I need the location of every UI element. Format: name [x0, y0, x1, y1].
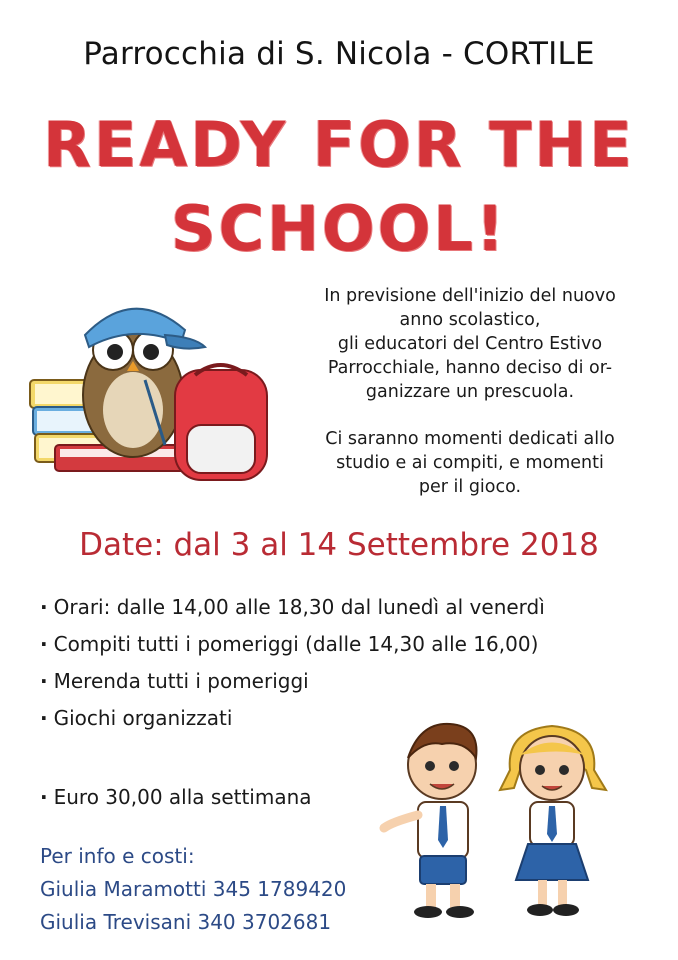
list-item: · Orari: dalle 14,00 alle 18,30 dal lunedì al venerdì: [40, 592, 545, 629]
intro-line: In previsione dell'inizio del nuovo: [324, 286, 616, 306]
intro-paragraph-2: [280, 427, 660, 499]
children-illustration: [380, 710, 630, 925]
contacts-block: [40, 840, 346, 939]
intro-line: gli educatori del Centro Estivo: [337, 334, 603, 354]
intro-line: Parrocchiale, hanno deciso di or-: [327, 358, 613, 378]
list-item: · Compiti tutti i pomeriggi (dalle 14,30 alle 16,00): [40, 629, 545, 666]
intro-line: ganizzare un prescuola.: [365, 382, 575, 402]
intro-line: studio e ai compiti, e momenti: [336, 453, 604, 473]
title-line-1: READY FOR THE: [43, 108, 635, 181]
list-item: · Giochi organizzati: [40, 703, 545, 740]
organization-heading: Parrocchia di S. Nicola - CORTILE: [83, 36, 595, 72]
intro-paragraph-1: [280, 284, 660, 404]
contacts-heading: Per info e costi:: [40, 844, 195, 868]
intro-line: per il gioco.: [418, 477, 522, 497]
list-item: · Merenda tutti i pomeriggi: [40, 666, 545, 703]
intro-line: anno scolastico,: [399, 310, 541, 330]
boy-icon: [384, 724, 476, 918]
dates-heading: Date: dal 3 al 14 Settembre 2018: [79, 527, 599, 563]
contact-person: Giulia Maramotti 345 1789420: [40, 877, 347, 901]
intro-line: Ci saranno momenti dedicati allo: [325, 429, 615, 449]
price-text: · Euro 30,00 alla settimana: [40, 785, 312, 809]
contact-person: Giulia Trevisani 340 3702681: [40, 910, 332, 934]
girl-icon: [500, 726, 606, 916]
owl-books-illustration: [25, 285, 275, 495]
backpack-icon: [175, 365, 267, 480]
title-line-2: SCHOOL!: [170, 192, 508, 265]
